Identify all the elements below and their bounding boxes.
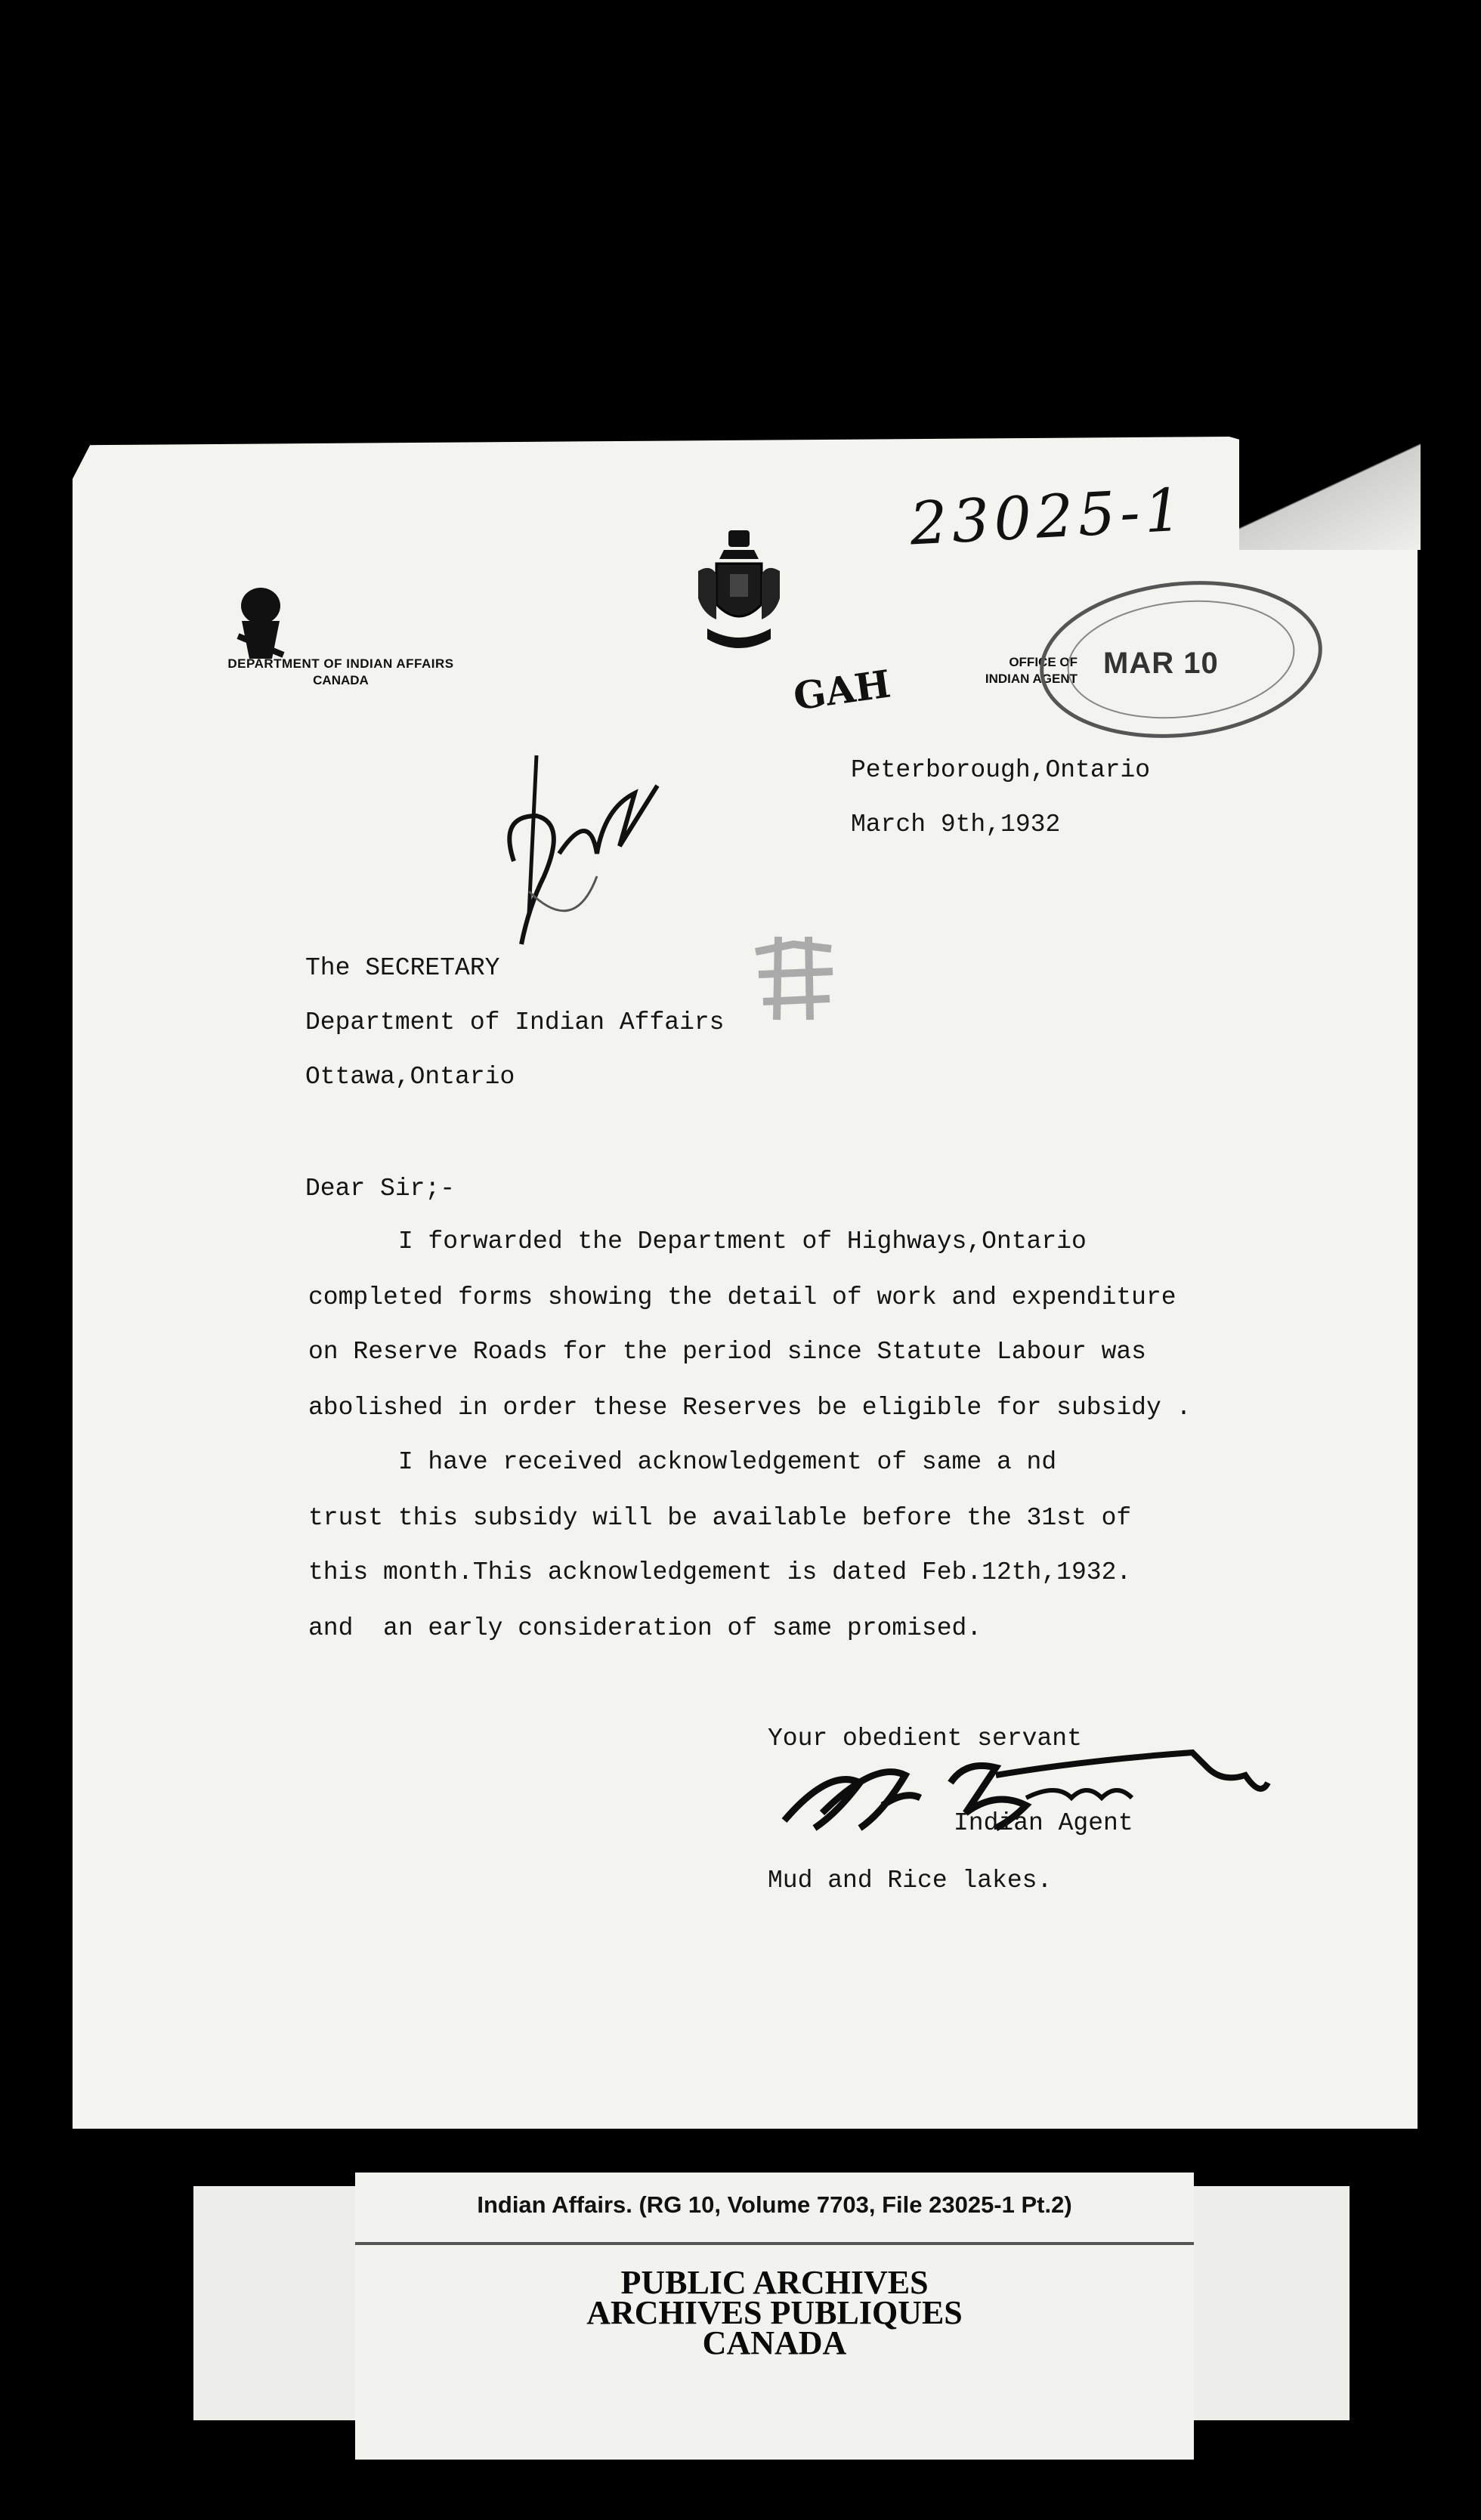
signer-title: Indian Agent	[954, 1809, 1133, 1837]
body-line: trust this subsidy will be available before the 31st of	[308, 1504, 1132, 1532]
recipient-line: The SECRETARY	[305, 954, 500, 982]
salutation: Dear Sir;-	[305, 1175, 456, 1203]
archive-divider	[355, 2242, 1194, 2245]
body-line: abolished in order these Reserves be eligible for subsidy .	[308, 1394, 1192, 1422]
body-line: this month.This acknowledgement is dated Feb.12th,1932.	[308, 1558, 1132, 1586]
coat-of-arms-icon	[694, 529, 784, 657]
stamp-date: MAR 10	[1103, 647, 1219, 680]
file-number: 23025-1	[907, 476, 1189, 559]
recipient-line: Department of Indian Affairs	[305, 1008, 725, 1036]
department-name: DEPARTMENT OF INDIAN AFFAIRS	[227, 656, 454, 671]
department-country: CANADA	[313, 673, 369, 687]
handwritten-initials: GAH	[790, 661, 894, 719]
archive-heading: PUBLIC ARCHIVES ARCHIVES PUBLIQUES CANADA	[586, 2264, 963, 2361]
body-line: I have received acknowledgement of same a nd	[308, 1448, 1057, 1476]
faint-stamp-mark	[748, 929, 839, 1027]
folded-corner	[1239, 437, 1421, 550]
letter-date: March 9th,1932	[851, 811, 1061, 838]
handwritten-mark	[484, 725, 665, 952]
letter-place: Peterborough,Ontario	[851, 756, 1151, 784]
office-of-indian-agent-label: OFFICE OF INDIAN AGENT	[985, 655, 1078, 686]
recipient-line: Ottawa,Ontario	[305, 1063, 515, 1091]
body-line: on Reserve Roads for the period since Statute Labour was	[308, 1338, 1146, 1366]
body-line: completed forms showing the detail of work and expenditure	[308, 1283, 1176, 1311]
department-letterhead	[171, 656, 511, 689]
archive-reference: Indian Affairs. (RG 10, Volume 7703, File 23025-1 Pt.2)	[477, 2191, 1072, 2218]
closing: Your obedient servant	[768, 1725, 1082, 1753]
body-line: and an early consideration of same promised.	[308, 1614, 982, 1642]
dept-emblem-icon	[227, 583, 295, 666]
body-line: I forwarded the Department of Highways,Ontario	[308, 1228, 1087, 1255]
agency-name: Mud and Rice lakes.	[768, 1867, 1053, 1895]
